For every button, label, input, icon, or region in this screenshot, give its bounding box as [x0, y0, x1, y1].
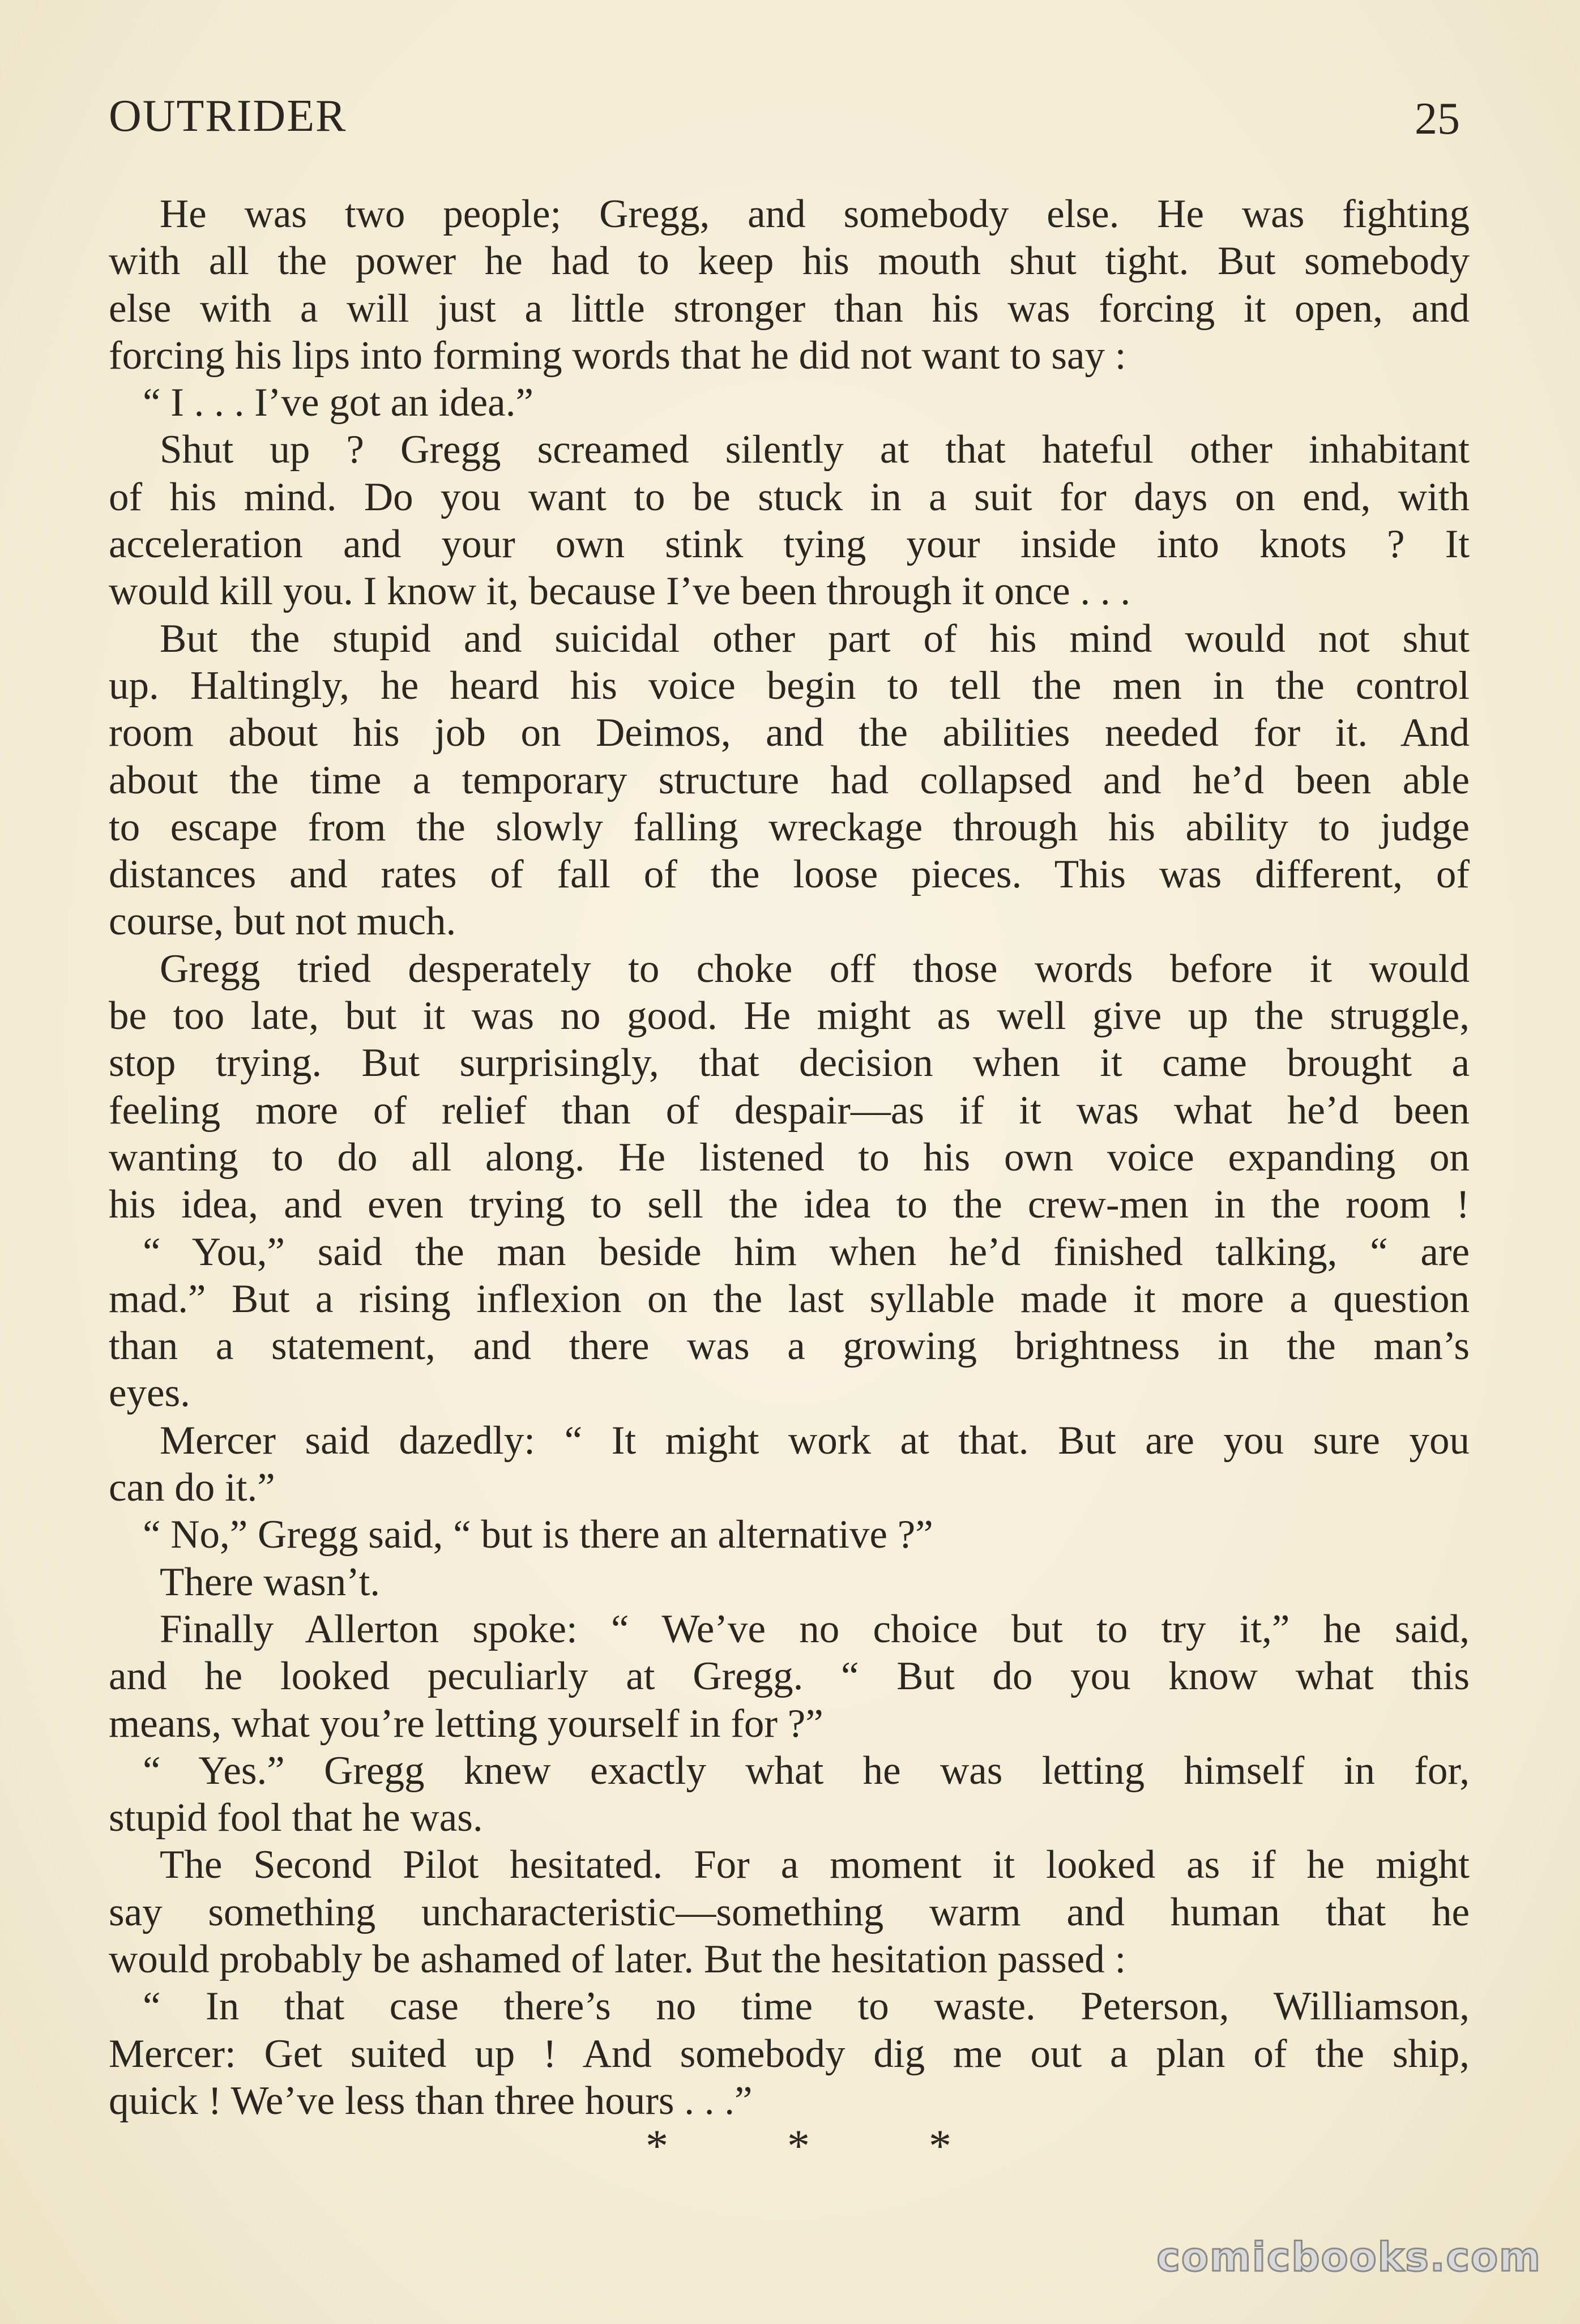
- text-line: would kill you. I know it, because I’ve been through it once . . .: [109, 569, 1131, 614]
- text-line: Mercer: Get suited up ! And somebody dig me out a plan of the ship,: [109, 2031, 1470, 2076]
- text-line: means, what you’re letting yourself in for ?”: [109, 1701, 823, 1746]
- text-line: stupid fool that he was.: [109, 1796, 483, 1840]
- text-line: and he looked peculiarly at Gregg. “ But do you know what this: [109, 1654, 1470, 1699]
- text-line: course, but not much.: [109, 899, 456, 944]
- running-head: OUTRIDER: [109, 91, 347, 141]
- text-line: He was two people; Gregg, and somebody else. He was fighting: [160, 192, 1470, 236]
- text-line: about the time a temporary structure had collapsed and he’d been able: [109, 758, 1470, 802]
- page-number: 25: [1415, 94, 1460, 144]
- text-line: quick ! We’ve less than three hours . . .”: [109, 2078, 753, 2123]
- text-line: There wasn’t.: [160, 1560, 381, 1604]
- text-line: Mercer said dazedly: “ It might work at that. But are you sure you: [160, 1418, 1470, 1463]
- text-line: up. Haltingly, he heard his voice begin to tell the men in the control: [109, 663, 1470, 708]
- watermark: comicbooks.com: [1156, 2234, 1541, 2280]
- text-line: acceleration and your own stink tying your inside into knots ? It: [109, 522, 1470, 567]
- text-line: “ Yes.” Gregg knew exactly what he was letting himself in for,: [143, 1748, 1470, 1793]
- asterisk: *: [929, 2121, 951, 2171]
- text-line: would probably be ashamed of later. But the hesitation passed :: [109, 1937, 1126, 1981]
- text-line: to escape from the slowly falling wreckage through his ability to judge: [109, 805, 1470, 849]
- text-line: with all the power he had to keep his mouth shut tight. But somebody: [109, 239, 1470, 284]
- text-line: of his mind. Do you want to be stuck in a suit for days on end, with: [109, 475, 1470, 519]
- text-line: stop trying. But surprisingly, that decision when it came brought a: [109, 1041, 1470, 1086]
- text-line: wanting to do all along. He listened to his own voice expanding on: [109, 1135, 1470, 1180]
- text-line: But the stupid and suicidal other part of his mind would not shut: [160, 616, 1470, 661]
- text-line: “ You,” said the man beside him when he’d finished talking, “ are: [143, 1229, 1470, 1274]
- text-line: “ No,” Gregg said, “ but is there an alternative ?”: [143, 1513, 933, 1557]
- text-line: than a statement, and there was a growing brightness in the man’s: [109, 1324, 1470, 1369]
- text-line: Finally Allerton spoke: “ We’ve no choice but to try it,” he said,: [160, 1607, 1470, 1651]
- section-break: [646, 2121, 951, 2172]
- text-line: his idea, and even trying to sell the idea to the crew-men in the room !: [109, 1182, 1470, 1227]
- body-text: [109, 191, 1470, 2125]
- text-line: “ I . . . I’ve got an idea.”: [143, 381, 533, 425]
- text-line: be too late, but it was no good. He might as well give up the struggle,: [109, 994, 1470, 1039]
- text-line: say something uncharacteristic—something warm and human that he: [109, 1890, 1470, 1934]
- text-line: feeling more of relief than of despair—as if it was what he’d been: [109, 1088, 1470, 1133]
- text-line: mad.” But a rising inflexion on the last syllable made it more a question: [109, 1276, 1470, 1321]
- text-line: Shut up ? Gregg screamed silently at that hateful other inhabitant: [160, 428, 1470, 472]
- text-line: eyes.: [109, 1371, 190, 1416]
- text-line: The Second Pilot hesitated. For a moment it looked as if he might: [160, 1843, 1470, 1887]
- text-line: can do it.”: [109, 1466, 275, 1510]
- text-line: room about his job on Deimos, and the abilities needed for it. And: [109, 711, 1470, 755]
- text-line: Gregg tried desperately to choke off those words before it would: [160, 946, 1470, 991]
- text-line: else with a will just a little stronger than his was forcing it open, and: [109, 286, 1470, 331]
- asterisk: *: [787, 2121, 810, 2171]
- text-line: forcing his lips into forming words that he did not want to say :: [109, 333, 1126, 378]
- text-line: “ In that case there’s no time to waste. Peterson, Williamson,: [143, 1984, 1470, 2029]
- asterisk: *: [646, 2121, 668, 2171]
- text-line: distances and rates of fall of the loose pieces. This was different, of: [109, 852, 1470, 897]
